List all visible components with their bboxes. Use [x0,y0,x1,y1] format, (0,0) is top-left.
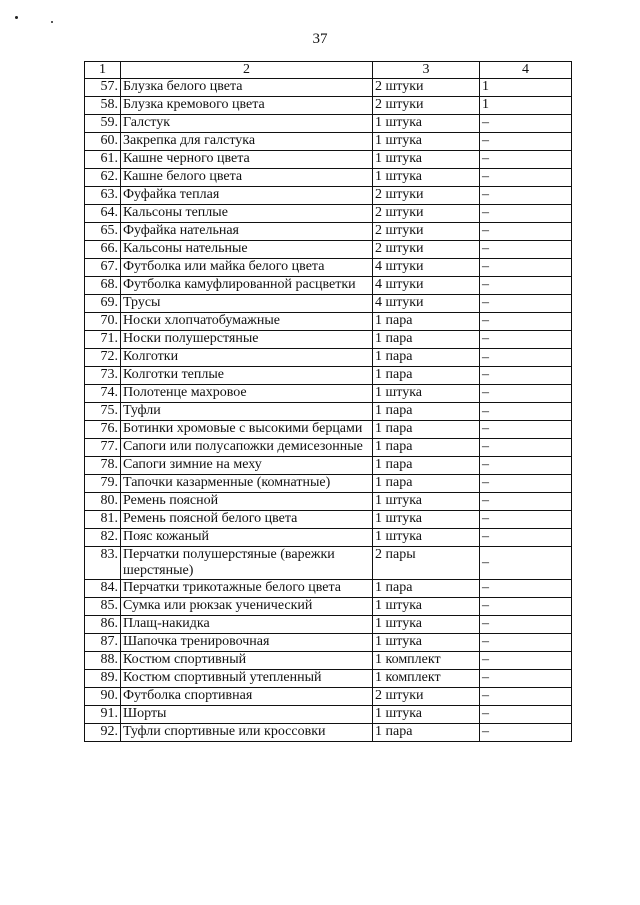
note-cell: – [480,313,572,331]
item-name-cell: Туфли спортивные или кроссовки [121,724,373,742]
note-cell: – [480,724,572,742]
note-cell: – [480,385,572,403]
table-row [85,670,572,688]
row-number-cell: 68. [85,277,121,295]
quantity-cell: 4 штуки [373,295,480,313]
clothing-inventory-table [84,61,572,742]
note-cell: 1 [480,97,572,115]
item-name-cell: Кашне белого цвета [121,169,373,187]
row-number-cell: 85. [85,598,121,616]
quantity-cell: 1 штука [373,529,480,547]
item-name-cell: Колготки теплые [121,367,373,385]
row-number-cell: 82. [85,529,121,547]
note-cell: 1 [480,79,572,97]
row-number-cell: 64. [85,205,121,223]
note-cell: – [480,634,572,652]
item-name-cell: Перчатки трикотажные белого цвета [121,580,373,598]
table-row [85,598,572,616]
note-cell: – [480,169,572,187]
quantity-cell: 1 пара [373,724,480,742]
quantity-cell: 4 штуки [373,277,480,295]
page-number: 37 [312,31,328,47]
table-row [85,547,572,580]
item-name-cell: Тапочки казарменные (комнатные) [121,475,373,493]
row-number-cell: 88. [85,652,121,670]
row-number-cell: 74. [85,385,121,403]
item-name-cell: Блузка кремового цвета [121,97,373,115]
row-number-cell: 61. [85,151,121,169]
item-name-cell: Пояс кожаный [121,529,373,547]
row-number-cell: 59. [85,115,121,133]
quantity-cell: 1 штука [373,385,480,403]
table-row [85,97,572,115]
table-row [85,457,572,475]
quantity-cell: 2 штуки [373,241,480,259]
row-number-cell: 71. [85,331,121,349]
note-cell: – [480,223,572,241]
note-cell: – [480,598,572,616]
table-row [85,313,572,331]
quantity-cell: 2 штуки [373,223,480,241]
table-row [85,439,572,457]
note-cell: – [480,493,572,511]
table-row [85,259,572,277]
quantity-cell: 1 пара [373,349,480,367]
item-name-cell: Трусы [121,295,373,313]
quantity-cell: 2 штуки [373,205,480,223]
quantity-cell: 1 штука [373,634,480,652]
quantity-cell: 1 пара [373,580,480,598]
item-name-cell: Галстук [121,115,373,133]
quantity-cell: 2 штуки [373,688,480,706]
note-cell: – [480,652,572,670]
row-number-cell: 65. [85,223,121,241]
table-row [85,385,572,403]
row-number-cell: 77. [85,439,121,457]
table-row [85,205,572,223]
item-name-cell: Футболка камуфлированной расцветки [121,277,373,295]
column-header: 1 [85,62,121,79]
row-number-cell: 86. [85,616,121,634]
item-name-cell: Носки хлопчатобумажные [121,313,373,331]
note-cell: – [480,475,572,493]
item-name-cell: Футболка или майка белого цвета [121,259,373,277]
quantity-cell: 1 комплект [373,670,480,688]
item-name-cell: Ботинки хромовые с высокими берцами [121,421,373,439]
note-cell: – [480,670,572,688]
quantity-cell: 1 комплект [373,652,480,670]
quantity-cell: 1 штука [373,493,480,511]
quantity-cell: 2 пары [373,547,480,580]
note-cell: – [480,259,572,277]
note-cell: – [480,547,572,580]
row-number-cell: 89. [85,670,121,688]
table-row [85,706,572,724]
quantity-cell: 1 штука [373,511,480,529]
item-name-cell: Закрепка для галстука [121,133,373,151]
table-row [85,277,572,295]
table-header-row [85,62,572,79]
quantity-cell: 1 штука [373,151,480,169]
scan-speck [15,16,18,19]
note-cell: – [480,241,572,259]
scan-speck [51,21,53,23]
row-number-cell: 60. [85,133,121,151]
item-name-cell: Кальсоны теплые [121,205,373,223]
table-row [85,187,572,205]
table-row [85,529,572,547]
table-row [85,688,572,706]
row-number-cell: 80. [85,493,121,511]
row-number-cell: 79. [85,475,121,493]
table-row [85,580,572,598]
quantity-cell: 1 пара [373,457,480,475]
quantity-cell: 1 штука [373,598,480,616]
row-number-cell: 92. [85,724,121,742]
row-number-cell: 90. [85,688,121,706]
item-name-cell: Ремень поясной [121,493,373,511]
row-number-cell: 67. [85,259,121,277]
row-number-cell: 78. [85,457,121,475]
item-name-cell: Блузка белого цвета [121,79,373,97]
row-number-cell: 76. [85,421,121,439]
table-row [85,493,572,511]
row-number-cell: 70. [85,313,121,331]
row-number-cell: 81. [85,511,121,529]
quantity-cell: 1 штука [373,616,480,634]
note-cell: – [480,616,572,634]
quantity-cell: 1 пара [373,475,480,493]
note-cell: – [480,439,572,457]
column-header: 3 [373,62,480,79]
row-number-cell: 73. [85,367,121,385]
row-number-cell: 62. [85,169,121,187]
item-name-cell: Туфли [121,403,373,421]
table-row [85,634,572,652]
row-number-cell: 72. [85,349,121,367]
item-name-cell: Кальсоны нательные [121,241,373,259]
note-cell: – [480,403,572,421]
table-row [85,133,572,151]
note-cell: – [480,580,572,598]
table-row [85,151,572,169]
row-number-cell: 75. [85,403,121,421]
item-name-cell: Фуфайка теплая [121,187,373,205]
note-cell: – [480,529,572,547]
row-number-cell: 87. [85,634,121,652]
note-cell: – [480,115,572,133]
item-name-cell: Перчатки полушерстяные (варежки шерстяные) [121,547,373,580]
row-number-cell: 58. [85,97,121,115]
quantity-cell: 1 пара [373,403,480,421]
quantity-cell: 1 пара [373,313,480,331]
column-header: 4 [480,62,572,79]
item-name-cell: Футболка спортивная [121,688,373,706]
note-cell: – [480,706,572,724]
item-name-cell: Костюм спортивный [121,652,373,670]
quantity-cell: 2 штуки [373,79,480,97]
quantity-cell: 1 пара [373,331,480,349]
item-name-cell: Шорты [121,706,373,724]
note-cell: – [480,688,572,706]
note-cell: – [480,133,572,151]
quantity-cell: 1 штука [373,115,480,133]
row-number-cell: 63. [85,187,121,205]
note-cell: – [480,511,572,529]
table-row [85,223,572,241]
note-cell: – [480,277,572,295]
row-number-cell: 91. [85,706,121,724]
table-row [85,475,572,493]
item-name-cell: Ремень поясной белого цвета [121,511,373,529]
table-row [85,652,572,670]
item-name-cell: Плащ-накидка [121,616,373,634]
column-header: 2 [121,62,373,79]
table-row [85,295,572,313]
table-row [85,724,572,742]
note-cell: – [480,205,572,223]
item-name-cell: Шапочка тренировочная [121,634,373,652]
quantity-cell: 1 штука [373,133,480,151]
table-row [85,115,572,133]
note-cell: – [480,151,572,169]
row-number-cell: 69. [85,295,121,313]
quantity-cell: 1 пара [373,421,480,439]
quantity-cell: 1 штука [373,706,480,724]
table-row [85,403,572,421]
note-cell: – [480,331,572,349]
item-name-cell: Сумка или рюкзак ученический [121,598,373,616]
item-name-cell: Полотенце махровое [121,385,373,403]
table-row [85,241,572,259]
item-name-cell: Кашне черного цвета [121,151,373,169]
note-cell: – [480,457,572,475]
row-number-cell: 57. [85,79,121,97]
item-name-cell: Носки полушерстяные [121,331,373,349]
table-row [85,367,572,385]
table-row [85,331,572,349]
row-number-cell: 83. [85,547,121,580]
table-row [85,616,572,634]
quantity-cell: 1 пара [373,367,480,385]
quantity-cell: 4 штуки [373,259,480,277]
row-number-cell: 66. [85,241,121,259]
row-number-cell: 84. [85,580,121,598]
note-cell: – [480,421,572,439]
table-row [85,79,572,97]
item-name-cell: Сапоги или полусапожки демисезонные [121,439,373,457]
table-row [85,169,572,187]
table-body [85,79,572,742]
quantity-cell: 1 штука [373,169,480,187]
note-cell: – [480,349,572,367]
quantity-cell: 1 пара [373,439,480,457]
note-cell: – [480,187,572,205]
table-row [85,421,572,439]
item-name-cell: Сапоги зимние на меху [121,457,373,475]
table-row [85,511,572,529]
note-cell: – [480,367,572,385]
quantity-cell: 2 штуки [373,97,480,115]
item-name-cell: Колготки [121,349,373,367]
quantity-cell: 2 штуки [373,187,480,205]
item-name-cell: Фуфайка нательная [121,223,373,241]
item-name-cell: Костюм спортивный утепленный [121,670,373,688]
note-cell: – [480,295,572,313]
table-row [85,349,572,367]
